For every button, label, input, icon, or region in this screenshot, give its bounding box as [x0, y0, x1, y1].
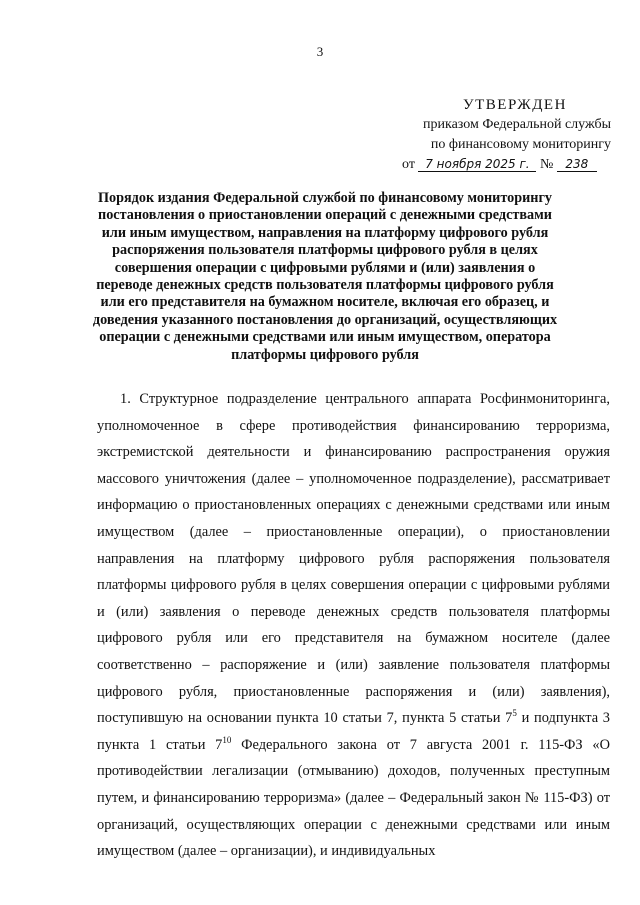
superscript-1: 5: [512, 708, 517, 719]
from-label: от: [402, 157, 415, 172]
paragraph-1-part-3: Федерального закона от 7 августа 2001 г. 115-ФЗ «О противодействии легализации (отмыванию) доходов, полученных преступным путем, и финансированию терроризма» (далее – Федеральный закон № 115-ФЗ) от организаций, осуществляющих операции с денежными средствами или иным имуществом (далее – организации), и индивидуальных: [97, 736, 610, 860]
approval-block: [400, 95, 620, 175]
document-title: Порядок издания Федеральной службой по финансовому мониторингу постановления о приостановлении операций с денежными средствами или иным имуществом, направления на платформу цифрового рубля распоряжения пользователя платформы цифрового рубля в целях совершения операции с цифровыми рублями и (или) заявления о переводе денежных средств пользователя платформы цифрового рубля или его представителя на бумажном носителе, включая его образец, и доведения указанного постановления до организаций, осуществляющих операции с денежными средствами или иным имуществом, оператора платформы цифрового рубля: [92, 190, 558, 363]
number-label: №: [539, 157, 554, 172]
approval-heading: УТВЕРЖДЕН: [463, 97, 567, 113]
approval-line-2: по финансовому мониторингу: [430, 137, 611, 152]
paragraph-1-part-2: и подпункта 3 пункта 1 статьи 7: [97, 710, 611, 753]
paragraph-1: [97, 386, 610, 865]
approval-line-1: приказом Федеральной службы: [423, 117, 611, 132]
handwritten-date: 7 ноября 2025 г.: [418, 157, 536, 172]
approval-date-line: [400, 155, 620, 175]
body-text: [97, 386, 610, 865]
handwritten-number: 238: [557, 157, 597, 172]
superscript-2: 10: [222, 734, 232, 745]
paragraph-1-part-1: 1. Структурное подразделение центрального аппарата Росфинмониторинга, уполномоченное в сфере противодействия финансированию терроризма, экстремистской деятельности и финансированию распространения оружия массового уничтожения (далее – уполномоченное подразделение), рассматривает информацию о приостановленных операциях с денежными средствами или иным имуществом (далее – приостановленные операции), о приостановлении направления на платформу цифрового рубля распоряжения пользователя платформы цифрового рубля в целях совершения операции с цифровыми рублями и (или) заявления о переводе денежных средств пользователя платформы цифрового рубля или его представителя на бумажном носителе (далее соответственно – распоряжение и (или) заявление пользователя платформы цифрового рубля, приостановленные распоряжения и (или) заявления), поступившую на основании пункта 10 статьи 7, пункта 5 статьи 7: [97, 391, 610, 727]
page-number: 3: [316, 44, 324, 59]
